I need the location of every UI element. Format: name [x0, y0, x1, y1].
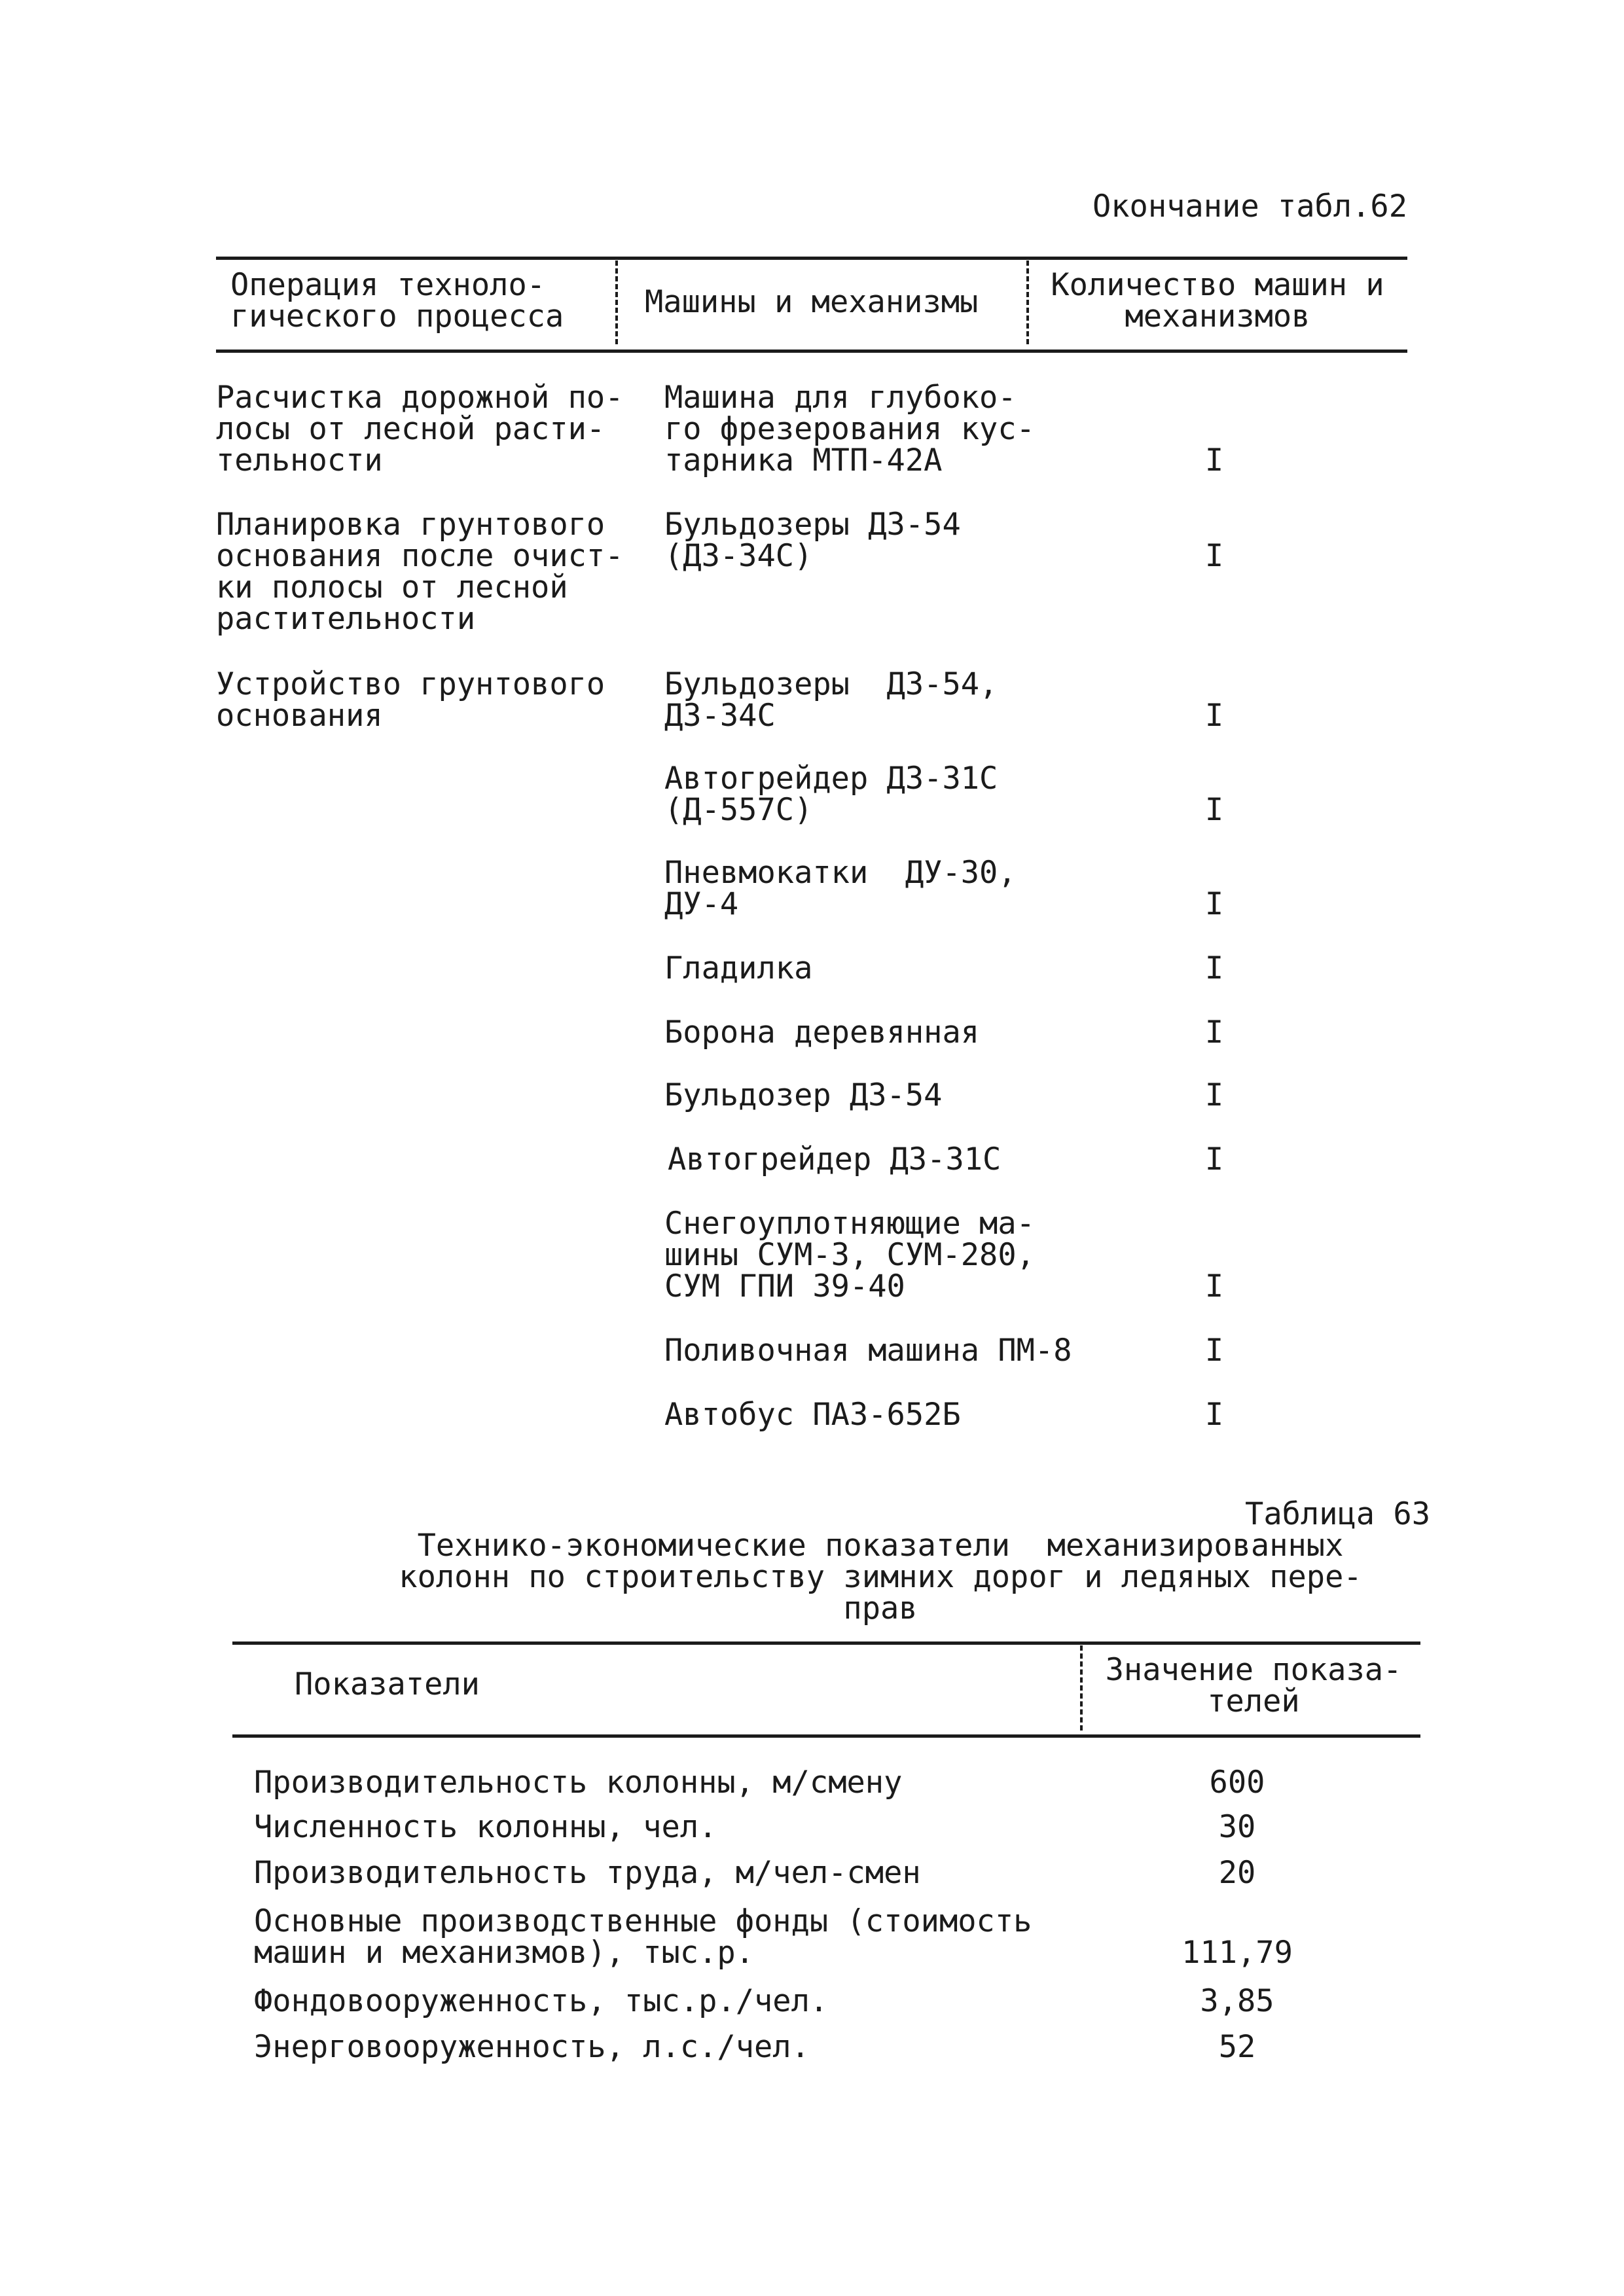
table62-row-4-machine: Пневмокатки ДУ-30, ДУ-4	[664, 855, 1017, 922]
table62-row-2-operation: Устройство грунтового основания	[216, 666, 605, 734]
table62-header-quantity: Количество машин и механизмов	[1051, 267, 1384, 334]
table63-header-indicator: Показатели	[295, 1666, 480, 1702]
table63-row-1-value: 30	[1218, 1809, 1256, 1845]
table63-header-value: Значение показа- телей	[1105, 1652, 1402, 1719]
table62-top-rule	[216, 257, 1407, 260]
table62-row-9-qty: I	[1204, 1268, 1224, 1304]
table63-row-0-value: 600	[1209, 1765, 1265, 1801]
table62-row-0-machine: Машина для глубоко- го фрезерования кус- тарника МТП-42А	[664, 380, 1035, 478]
table62-row-5-machine: Гладилка	[664, 950, 813, 986]
table63-row-0-indicator: Производительность колонны, м/смену	[254, 1765, 903, 1801]
table62-row-10-machine: Поливочная машина ПМ-8	[664, 1333, 1072, 1369]
table63-row-5-indicator: Энерговооруженность, л.с./чел.	[254, 2029, 810, 2065]
table62-row-1-operation: Планировка грунтового основания после очист- ки полосы от лесной растительности	[216, 507, 624, 637]
table63-row-3-indicator: Основные производственные фонды (стоимость машин и механизмов), тыс.р.	[254, 1903, 1032, 1971]
table62-row-6-qty: I	[1204, 1014, 1224, 1050]
table63-row-3-value: 111,79	[1182, 1935, 1293, 1971]
table62-row-2-machine: Бульдозеры ДЗ-54, ДЗ-34С	[664, 666, 998, 734]
table62-row-1-machine: Бульдозеры ДЗ-54 (ДЗ-34С)	[664, 507, 961, 574]
table62-row-11-machine: Автобус ПАЗ-652Б	[664, 1397, 961, 1433]
table63-row-5-value: 52	[1218, 2029, 1256, 2065]
table62-header-divider-2	[1026, 260, 1029, 344]
table62-row-0-operation: Расчистка дорожной по- лосы от лесной расти- тельности	[216, 380, 624, 478]
table63-top-rule	[232, 1641, 1420, 1645]
table62-row-11-qty: I	[1204, 1397, 1224, 1433]
table62-row-1-qty: I	[1204, 538, 1224, 574]
continuation-label: Окончание табл.62	[1092, 188, 1407, 224]
table62-header-rule	[216, 350, 1407, 353]
table63-header-rule	[232, 1734, 1420, 1738]
table62-row-3-machine: Автогрейдер ДЗ-31С (Д-557С)	[664, 761, 998, 828]
table63-row-2-value: 20	[1218, 1855, 1256, 1891]
table62-row-8-qty: I	[1204, 1141, 1224, 1177]
table63-header-divider	[1080, 1645, 1083, 1731]
table63-row-1-indicator: Численность колонны, чел.	[254, 1809, 717, 1845]
table62-row-8-machine: Автогрейдер ДЗ-31С	[668, 1141, 1001, 1177]
table62-row-6-machine: Борона деревянная	[664, 1014, 980, 1050]
table62-header-divider-1	[615, 260, 618, 344]
table63-row-4-indicator: Фондовооруженность, тыс.р./чел.	[254, 1983, 829, 2019]
table63-title: Технико-экономические показатели механизированных колонн по строительству зимних дорог и ледяных пере- прав	[399, 1528, 1362, 1626]
table62-row-5-qty: I	[1204, 950, 1224, 986]
table62-row-7-machine: Бульдозер ДЗ-54	[664, 1077, 943, 1113]
table62-header-operation: Операция техноло- гического процесса	[230, 267, 564, 334]
table62-row-9-machine: Снегоуплотняющие ма- шины СУМ-3, СУМ-280, СУМ ГПИ 39-40	[664, 1206, 1035, 1304]
table62-row-0-qty: I	[1204, 442, 1224, 478]
table63-label: Таблица 63	[1245, 1496, 1430, 1532]
table62-row-2-qty: I	[1204, 698, 1224, 734]
table62-row-4-qty: I	[1204, 886, 1224, 922]
table62-header-machines: Машины и механизмы	[645, 284, 979, 320]
table62-row-3-qty: I	[1204, 792, 1224, 828]
table62-row-10-qty: I	[1204, 1333, 1224, 1369]
table63-row-4-value: 3,85	[1200, 1983, 1274, 2019]
table62-row-7-qty: I	[1204, 1077, 1224, 1113]
table63-row-2-indicator: Производительность труда, м/чел-смен	[254, 1855, 921, 1891]
